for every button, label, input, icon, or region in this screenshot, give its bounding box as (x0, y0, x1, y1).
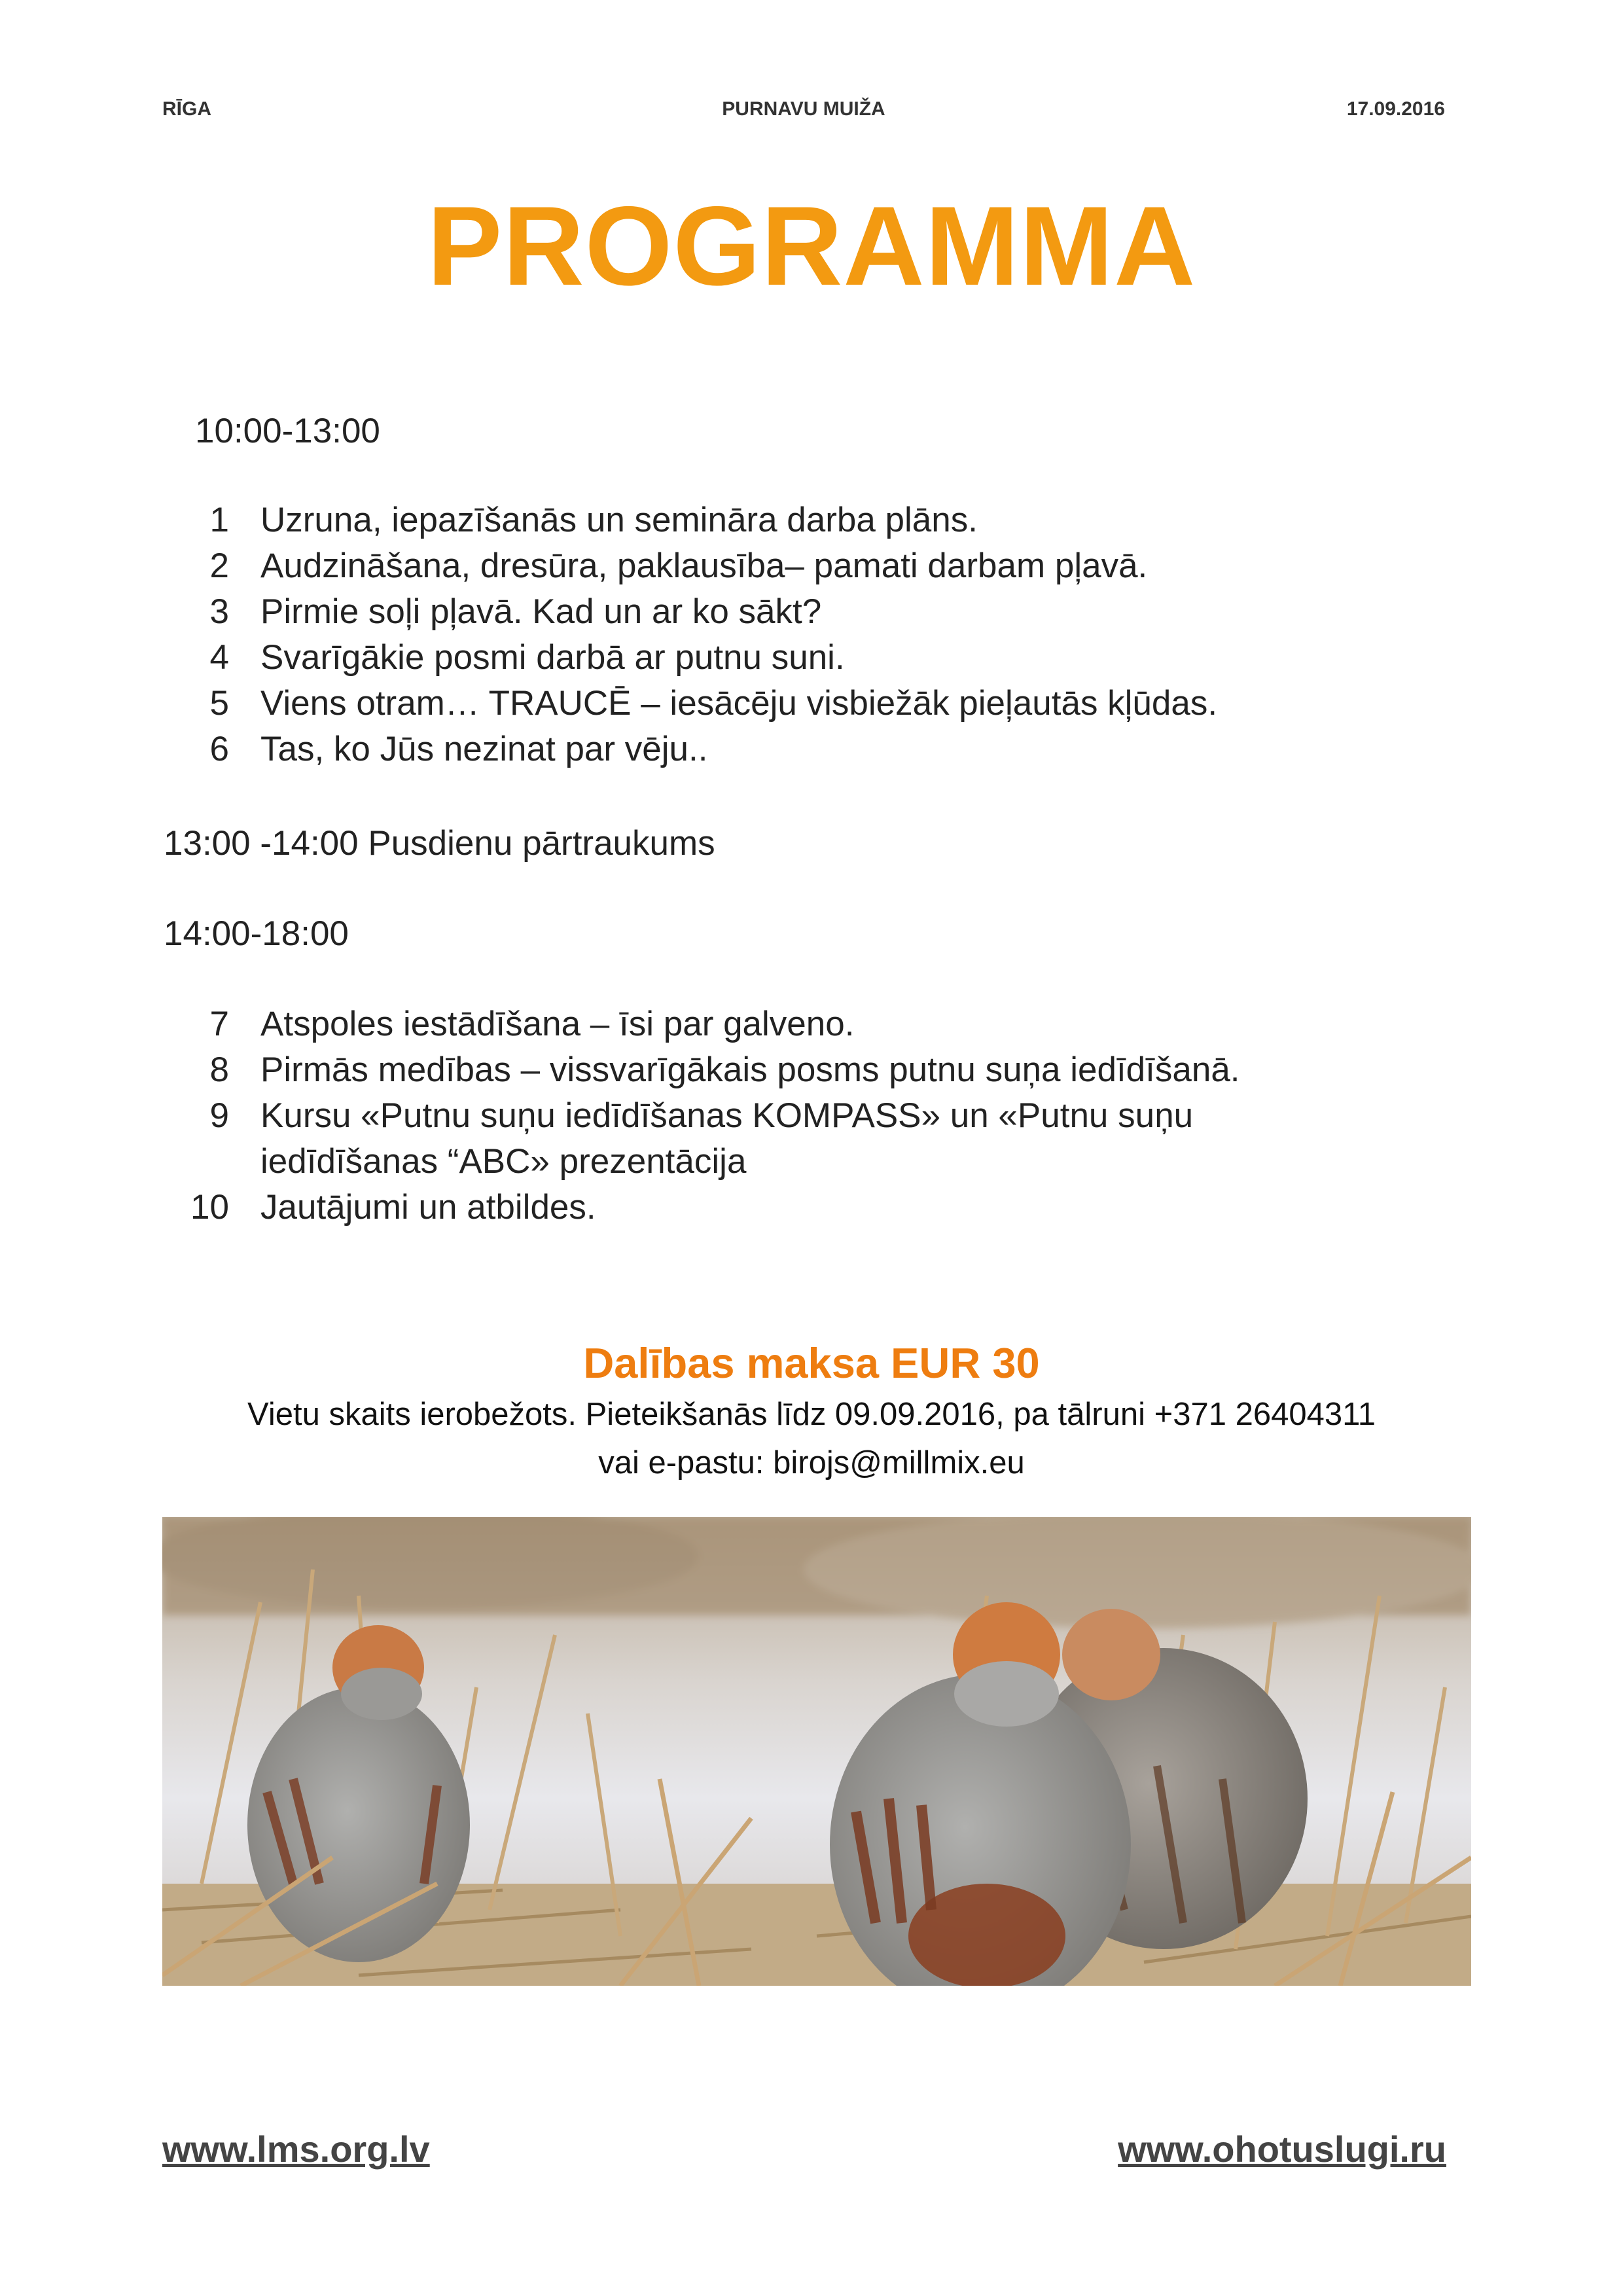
footer-link-lms[interactable]: www.lms.org.lv (162, 2128, 430, 2170)
item-text: Audzināšana, dresūra, paklausība– pamati darbam pļavā. (260, 547, 1148, 585)
item-number: 3 (209, 592, 229, 631)
item-number: 1 (209, 501, 229, 539)
header-venue: PURNAVU MUIŽA (722, 98, 885, 120)
item-number: 10 (190, 1188, 229, 1227)
item-number: 8 (209, 1050, 229, 1089)
contact-email: vai e-pastu: birojs@millmix.eu (598, 1445, 1025, 1480)
item-text: Uzruna, iepazīšanās un semināra darba plāns. (260, 501, 978, 539)
item-text: Viens otram… TRAUCĒ – iesācēju visbiežāk pieļautās kļūdas. (260, 684, 1218, 723)
item-text: Kursu «Putnu suņu iedīdīšanas KOMPASS» un «Putnu suņu (260, 1096, 1194, 1135)
participation-fee: Dalības maksa EUR 30 (583, 1339, 1040, 1387)
item-number: 4 (209, 638, 229, 677)
page-header (162, 98, 1445, 124)
item-number: 7 (209, 1005, 229, 1043)
page-title: PROGRAMMA (427, 183, 1196, 309)
session2-time: 14:00-18:00 (164, 914, 349, 953)
item-text: Tas, ko Jūs nezinat par vēju.. (260, 730, 708, 768)
item-number: 5 (209, 684, 229, 723)
item-number: 6 (209, 730, 229, 768)
item-text: Svarīgākie posmi darbā ar putnu suni. (260, 638, 845, 677)
item-text: Atspoles iestādīšana – īsi par galveno. (260, 1005, 855, 1043)
item-text: Jautājumi un atbildes. (260, 1188, 596, 1227)
registration-info: Vietu skaits ierobežots. Pieteikšanās līdz 09.09.2016, pa tālruni +371 26404311 (247, 1397, 1376, 1432)
item-text: Pirmie soļi pļavā. Kad un ar ko sākt? (260, 592, 822, 631)
item-text: Pirmās medības – vissvarīgākais posms putnu suņa iedīdīšanā. (260, 1050, 1240, 1089)
item-number: 2 (209, 547, 229, 585)
footer-link-ohotuslugi[interactable]: www.ohotuslugi.ru (1118, 2128, 1446, 2170)
header-location: RĪGA (162, 98, 211, 120)
partridges-photo (162, 1517, 1471, 1986)
item-number: 9 (209, 1096, 229, 1135)
session1-time: 10:00-13:00 (195, 412, 380, 450)
item-text: iedīdīšanas “ABC» prezentācija (260, 1142, 747, 1181)
lunch-break: 13:00 -14:00 Pusdienu pārtraukums (164, 824, 715, 863)
header-date: 17.09.2016 (1346, 98, 1445, 120)
